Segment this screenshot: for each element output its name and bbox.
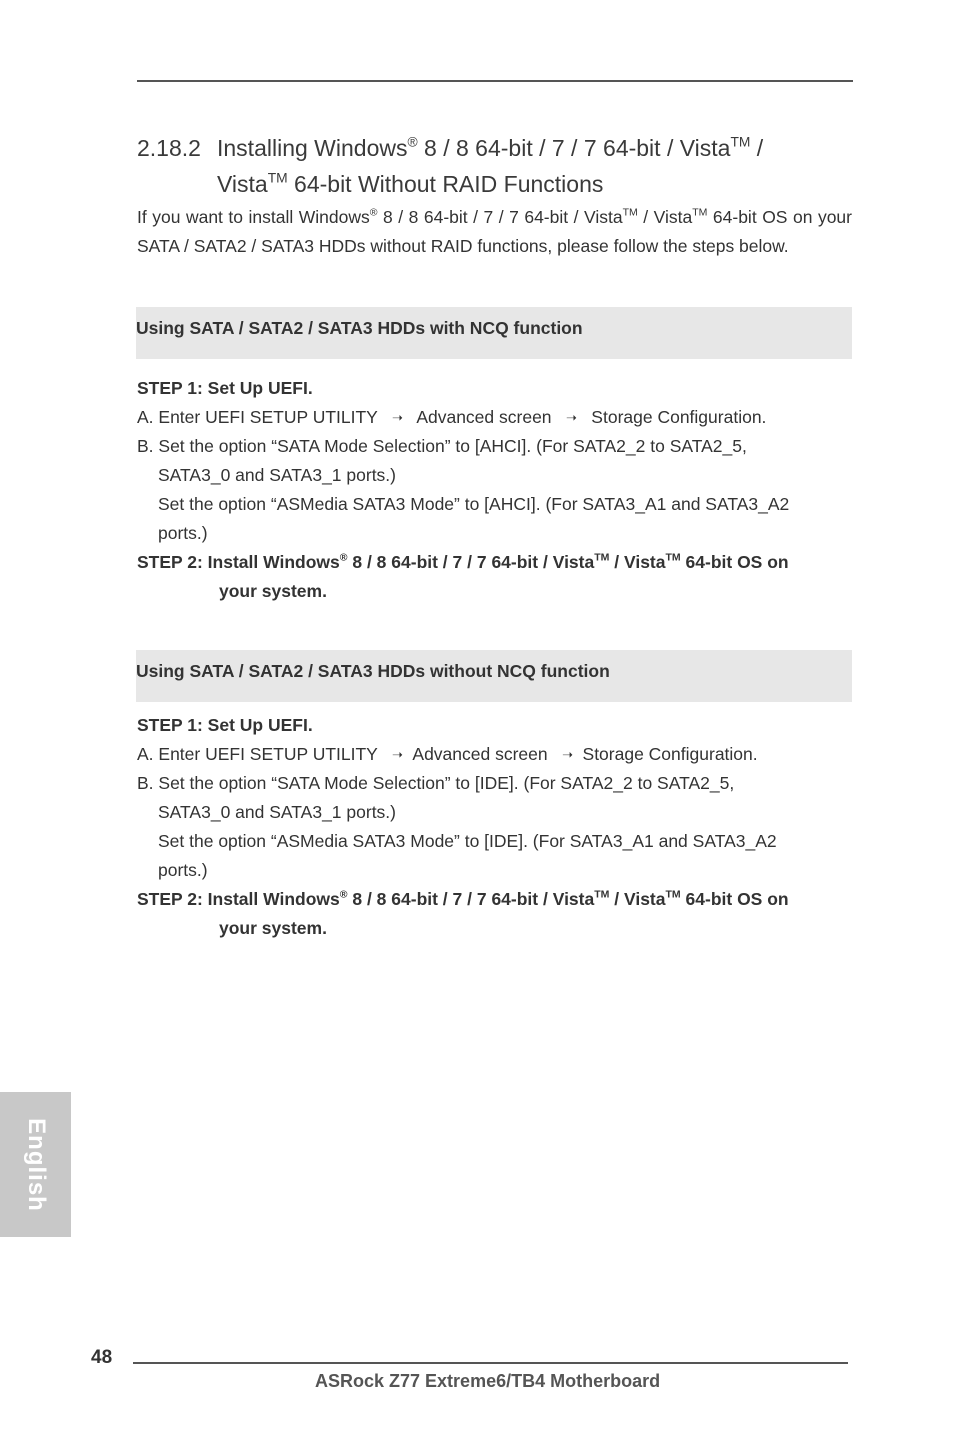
step-line: ports.) xyxy=(158,523,208,543)
tm-mark: TM xyxy=(665,551,681,564)
step-title: STEP 2: Install Windows® 8 / 8 64-bit / 7 / 7 64-bit / Vista™ / Vista™ 64-bit OS on xyxy=(137,551,789,572)
reg-mark: ® xyxy=(407,134,418,150)
arrow-right-icon: ➝ xyxy=(391,410,403,425)
language-tab xyxy=(0,1092,71,1237)
step-title: STEP 1: Set Up UEFI. xyxy=(137,378,313,398)
tm-mark: TM xyxy=(267,170,288,186)
tm-mark: TM xyxy=(594,551,610,564)
tm-mark: TM xyxy=(594,888,610,901)
step-line: Set the option “ASMedia SATA3 Mode” to [AHCI]. (For SATA3_A1 and SATA3_A2 xyxy=(158,494,790,514)
step-line: Set the option “ASMedia SATA3 Mode” to [IDE]. (For SATA3_A1 and SATA3_A2 xyxy=(158,831,777,851)
tm-mark: TM xyxy=(730,134,751,150)
step-line: ports.) xyxy=(158,860,208,880)
section-steps-no-ncq xyxy=(137,711,852,943)
step-line: your system. xyxy=(219,581,327,601)
heading-text: / xyxy=(750,135,764,161)
language-tab-label: English xyxy=(22,1117,50,1212)
step-line: your system. xyxy=(219,918,327,938)
reg-mark: ® xyxy=(369,206,378,219)
section-steps-ncq xyxy=(137,374,852,606)
section-band-ncq xyxy=(136,307,852,359)
step-line: B. Set the option “SATA Mode Selection” to [IDE]. (For SATA2_2 to SATA2_5, xyxy=(137,773,735,793)
intro-paragraph: If you want to install Windows® 8 / 8 64-bit / 7 / 7 64-bit / Vista™ / Vista™ 64-bit OS on your SATA / SATA2 / SATA3 HDDs without RAID functions, please follow the steps below. xyxy=(137,206,852,256)
step-title: STEP 2: Install Windows® 8 / 8 64-bit / 7 / 7 64-bit / Vista™ / Vista™ 64-bit OS on xyxy=(137,888,789,909)
page-number: 48 xyxy=(91,1347,113,1368)
footer-title: ASRock Z77 Extreme6/TB4 Motherboard xyxy=(315,1371,661,1391)
reg-mark: ® xyxy=(339,888,348,901)
bottom-rule xyxy=(133,1362,848,1364)
section-heading xyxy=(137,130,857,202)
heading-text: 64-bit Without RAID Functions xyxy=(287,171,604,197)
tm-mark: TM xyxy=(622,206,638,219)
tm-mark: TM xyxy=(692,206,708,219)
heading-number: 2.18.2 xyxy=(137,135,201,161)
tm-mark: TM xyxy=(665,888,681,901)
step-title: STEP 1: Set Up UEFI. xyxy=(137,715,313,735)
section-title: Using SATA / SATA2 / SATA3 HDDs with NCQ function xyxy=(136,318,583,338)
arrow-right-icon: ➝ xyxy=(391,747,403,762)
section-title: Using SATA / SATA2 / SATA3 HDDs without NCQ function xyxy=(136,661,610,681)
arrow-right-icon: ➝ xyxy=(565,410,577,425)
step-line: B. Set the option “SATA Mode Selection” to [AHCI]. (For SATA2_2 to SATA2_5, xyxy=(137,436,747,456)
section-band-no-ncq xyxy=(136,650,852,702)
heading-text: Installing Windows xyxy=(217,135,408,161)
top-rule xyxy=(137,80,853,82)
step-line: A. Enter UEFI SETUP UTILITY ➝ Advanced screen ➝ Storage Configuration. xyxy=(137,740,852,769)
reg-mark: ® xyxy=(339,551,348,564)
step-line: SATA3_0 and SATA3_1 ports.) xyxy=(158,465,396,485)
step-line: A. Enter UEFI SETUP UTILITY ➝ Advanced screen ➝ Storage Configuration. xyxy=(137,403,852,432)
heading-text: Vista xyxy=(217,171,268,197)
arrow-right-icon: ➝ xyxy=(562,747,573,762)
step-line: SATA3_0 and SATA3_1 ports.) xyxy=(158,802,396,822)
heading-text: 8 / 8 64-bit / 7 / 7 64-bit / Vista xyxy=(417,135,731,161)
